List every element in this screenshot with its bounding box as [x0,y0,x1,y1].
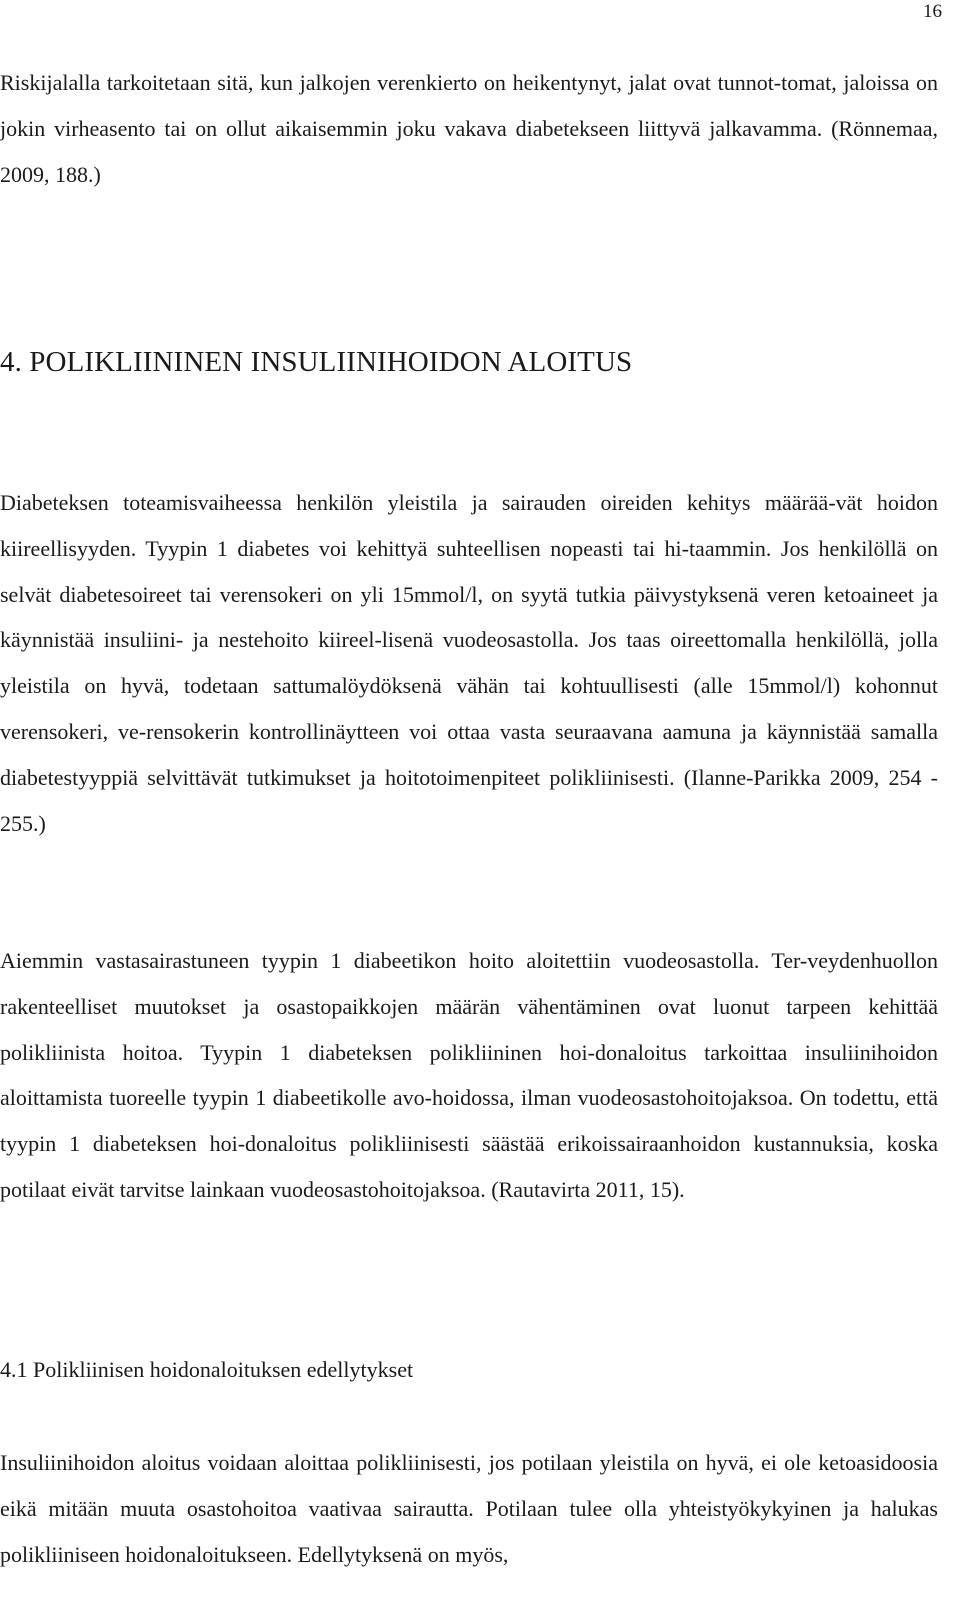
section-heading: 4. POLIKLIININEN INSULIINIHOIDON ALOITUS [0,346,633,378]
paragraph-requirements: Insuliinihoidon aloitus voidaan aloittaa polikliinisesti, jos potilaan yleistila on hyvä, ei ole ketoasidoosia eikä mitään muuta osastohoitoa vaativaa sairautta. Potilaan tulee olla yhteistyökykyinen ja halukas polikliiniseen hoidonaloitukseen. Edellytyksenä on myös, [0,1450,938,1567]
paragraph-diagnosis: Diabeteksen toteamisvaiheessa henkilön yleistila ja sairauden oireiden kehitys määrää-vät hoidon kiireellisyyden. Tyypin 1 diabetes voi kehittyä suhteellisen nopeasti tai hi-taammin. Jos henkilöllä on selvät diabetesoireet tai verensokeri on yli 15mmol/l, on syytä tutkia päivystyksenä veren ketoaineet ja käynnistää insuliini- ja nestehoito kiireel-lisenä vuodeosastolla. Jos taas oireettomalla henkilöllä, jolla yleistila on hyvä, todetaan sattumalöydöksenä vähän tai kohtuullisesti (alle 15mmol/l) kohonnut verensokeri, ve-rensokerin kontrollinäytteen voi ottaa vasta seuraavana aamuna ja käynnistää samalla diabetestyyppiä selvittävät tutkimukset ja hoitotoimenpiteet polikliinisesti. (Ilanne-Parikka 2009, 254 - 255.) [0,490,938,836]
paragraph-outpatient-care: Aiemmin vastasairastuneen tyypin 1 diabeetikon hoito aloitettiin vuodeosastolla. Ter-veydenhuollon rakenteelliset muutokset ja osastopaikkojen määrän vähentäminen ovat luonut tarpeen kehittää polikliinista hoitoa. Tyypin 1 diabeteksen polikliininen hoi-donaloitus tarkoittaa insuliinihoidon aloittamista tuoreelle tyypin 1 diabeetikolle avo-hoidossa, ilman vuodeosastohoitojaksoa. On todettu, että tyypin 1 diabeteksen hoi-donaloitus polikliinisesti säästää erikoissairaanhoidon kustannuksia, koska potilaat eivät tarvitse lainkaan vuodeosastohoitojaksoa. (Rautavirta 2011, 15). [0,948,938,1202]
page-number: 16 [923,1,942,22]
subsection-heading: 4.1 Polikliinisen hoidonaloituksen edellytykset [0,1357,414,1382]
paragraph-intro: Riskijalalla tarkoitetaan sitä, kun jalkojen verenkierto on heikentynyt, jalat ovat tunnot-tomat, jaloissa on jokin virheasento tai on ollut aikaisemmin joku vakava diabetekseen liittyvä jalkavamma. (Rönnemaa, 2009, 188.) [0,70,938,187]
